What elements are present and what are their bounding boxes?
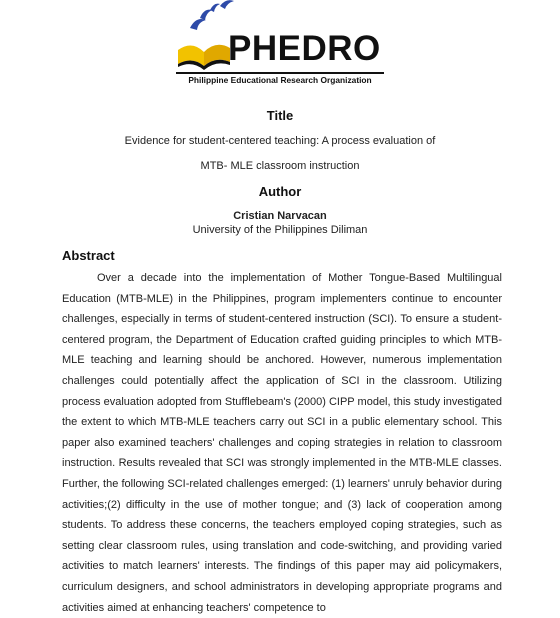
logo-divider bbox=[176, 72, 384, 74]
author-name: Cristian Narvacan bbox=[233, 210, 327, 222]
author-heading: Author bbox=[258, 184, 302, 199]
abstract-body bbox=[62, 268, 502, 618]
abstract-paragraph: Over a decade into the implementation of Mother Tongue-Based Multilingual Education (MTB-MLE) in the Philippines, program implementers continue to encounter challenges, especially in terms of student-centered instruction (SCI). To ensure a student-centered program, the Department of Education crafted guiding principles to which MTB-MLE teaching and learning should be anchored. However, numerous implementation challenges could potentially affect the application of SCI in the classroom. Utilizing process evaluation adopted from Stufflebeam's (2000) CIPP model, this study investigated the extent to which MTB-MLE teachers carry out SCI in a public elementary school. This paper also examined teachers' challenges and coping strategies in relation to classroom instruction. Results revealed that SCI was strongly implemented in the MTB-MLE classes. Further, the following SCI-related challenges emerged: (1) learners' unruly behavior during activities;(2) difficulty in the use of mother tongue; and (3) lack of cooperation among students. To address these concerns, the teachers employed coping strategies, such as setting clear classroom rules, using translation and code-switching, and providing varied activities to match learners' interests. The findings of this paper may aid policymakers, curriculum designers, and school administrators in developing appropriate programs and activities aimed at enhancing teachers' competence to bbox=[62, 272, 502, 614]
logo-tagline: Philippine Educational Research Organization bbox=[188, 75, 372, 85]
title-line-1: Evidence for student-centered teaching: A process evaluation of bbox=[124, 135, 436, 147]
logo-name: PHEDRO bbox=[228, 29, 381, 68]
abstract-heading: Abstract bbox=[62, 248, 115, 263]
title-heading: Title bbox=[266, 108, 294, 123]
phedro-logo bbox=[170, 0, 390, 92]
author-affiliation: University of the Philippines Diliman bbox=[192, 224, 368, 236]
title-line-2: MTB- MLE classroom instruction bbox=[200, 160, 360, 172]
